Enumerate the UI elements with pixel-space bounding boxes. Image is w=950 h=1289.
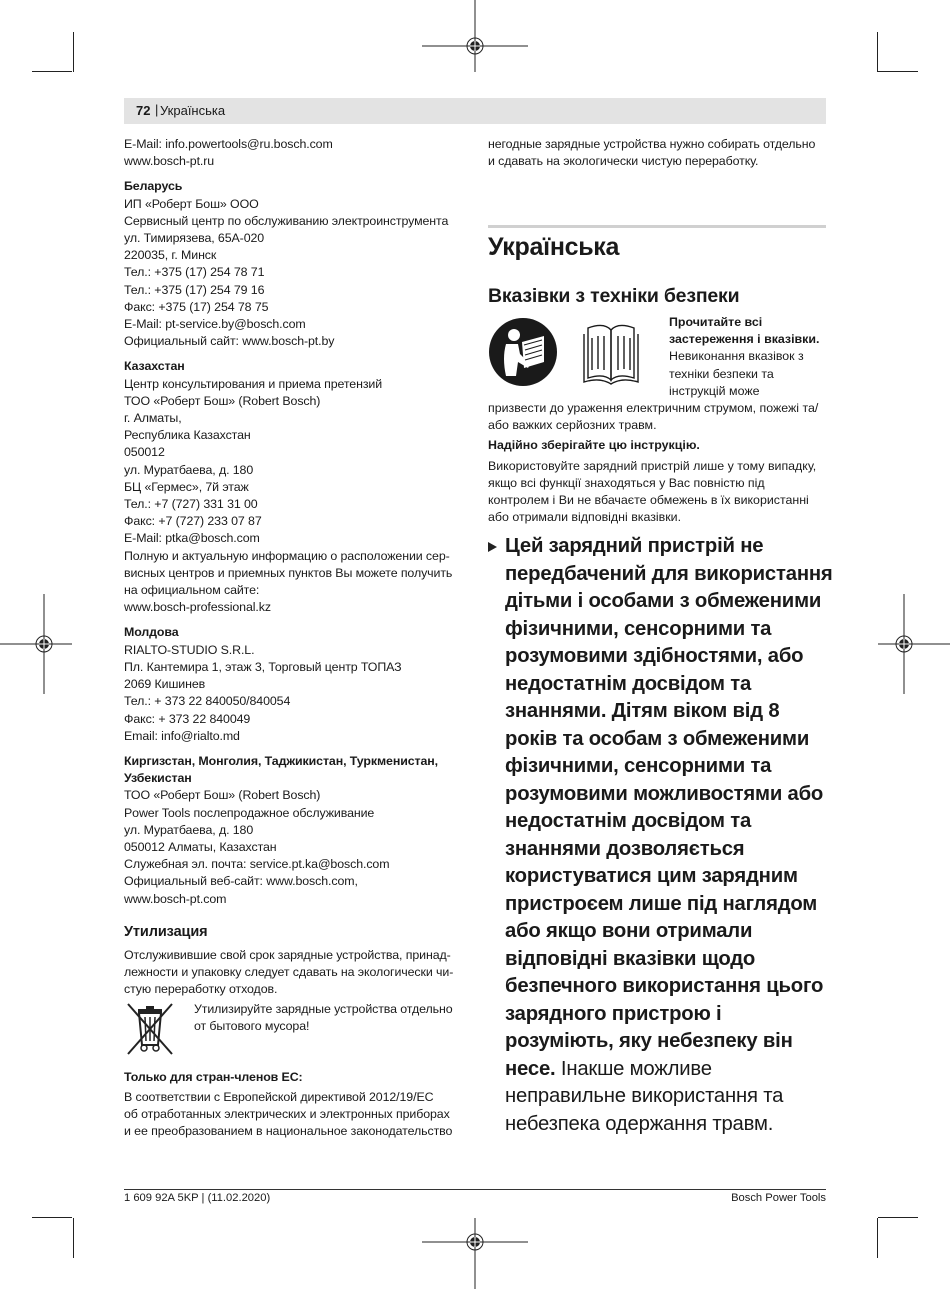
big-warning-mixed-line (488, 1056, 828, 1084)
text-line: www.bosch-professional.kz (124, 600, 271, 615)
text-line: от бытового мусора! (194, 1018, 310, 1033)
big-warning-line: користуватися цим зарядним (505, 865, 798, 887)
crop-mark (878, 1217, 918, 1218)
left-column (124, 136, 464, 1140)
big-warning-line: пристроєем лише під наглядом (505, 892, 818, 915)
right-column-continuation (488, 136, 828, 170)
big-warning-line: фізичними, сенсорними та (505, 617, 772, 640)
big-warning-line: розумовими здібностями, або (505, 645, 804, 667)
section-heading-belarus: Беларусь (124, 179, 183, 194)
open-book-icon (584, 325, 638, 384)
crop-mark (32, 1217, 72, 1218)
big-warning-line: фізичними, сенсорними та (505, 755, 772, 777)
text-line: Республика Казахстан (124, 428, 251, 443)
text-line: Power Tools послепродажное обслуживание (124, 805, 375, 820)
footer-rule (124, 1189, 826, 1190)
section-divider (488, 225, 826, 228)
text-line: призвести до ураження електричним струмом, пожежі та/ (488, 401, 819, 416)
subsection-title: Вказівки з техніки безпеки (488, 285, 740, 307)
text-line: БЦ «Гермес», 7й этаж (124, 479, 249, 494)
warning-bold-line: застереження і вказівки. (669, 332, 820, 347)
text-line: www.bosch-pt.ru (124, 154, 215, 169)
text-line: 2069 Кишинев (124, 677, 206, 692)
text-line: E-Mail: ptka@bosch.com (124, 531, 260, 546)
registration-mark-icon (878, 594, 950, 694)
read-manual-person-icon (489, 318, 557, 386)
page-header (124, 98, 826, 124)
footer-brand: Bosch Power Tools (731, 1192, 826, 1204)
text-line: Тел.: +375 (17) 254 78 71 (124, 265, 265, 280)
text-line: www.bosch-pt.com (124, 891, 227, 906)
text-line: E-Mail: pt-service.by@bosch.com (124, 317, 306, 332)
page-number: 72 (136, 103, 151, 118)
text-line: и ее преобразованием в национальное законодательство (124, 1124, 453, 1139)
big-warning-bold-end: несе. (505, 1057, 556, 1080)
bullet-triangle-icon (488, 542, 497, 552)
warning-bold-line: Прочитайте всі (669, 315, 763, 329)
text-line: ИП «Роберт Бош» ООО (124, 196, 259, 211)
text-line: ТОО «Роберт Бош» (Robert Bosch) (124, 393, 321, 408)
eu-heading: Только для стран-членов ЕС: (124, 1069, 303, 1084)
crop-mark (73, 32, 74, 72)
text-line: ТОО «Роберт Бош» (Robert Bosch) (124, 788, 321, 803)
big-warning-normal-line: небезпека одержання травм. (505, 1112, 774, 1135)
big-warning-line: років та особам з обмеженими (505, 727, 810, 750)
big-warning-line: передбачений для використання (505, 562, 833, 585)
safety-warning-block (488, 314, 828, 526)
text-line: Факс: +375 (17) 254 78 75 (124, 299, 269, 314)
text-line: Полную и актуальную информацию о расположении сер- (124, 548, 450, 563)
text-line: негодные зарядные устройства нужно собирать отдельно (488, 137, 816, 151)
keep-instruction: Надійно зберігайте цю інструкцію. (488, 438, 700, 453)
crop-mark (877, 32, 878, 72)
text-line: Тел.: + 373 22 840050/840054 (124, 694, 291, 709)
section-heading-central-asia: Узбекистан (124, 771, 192, 786)
crop-mark (877, 1218, 878, 1258)
text-line: 050012 Алматы, Казахстан (124, 839, 277, 854)
text-line: Отслуживившие свой срок зарядные устройства, принад- (124, 947, 451, 962)
registration-mark-icon (0, 594, 72, 694)
text-line: або важких серйозних травм. (488, 418, 657, 433)
big-warning-line: Цей зарядний пристрій не (505, 535, 764, 557)
big-warning-normal-start: Інакше можливе (555, 1057, 712, 1080)
big-warning-normal-line: неправильне використання та (505, 1085, 784, 1107)
text-line: інструкцій може (669, 383, 760, 398)
text-line: Официальный веб-сайт: www.bosch.com, (124, 874, 358, 889)
text-line: Служебная эл. почта: service.pt.ka@bosch.com (124, 857, 390, 872)
big-warning-line: відповідні вказівки щодо (505, 947, 756, 970)
big-warning-line: зарядного пристрою і (505, 1002, 722, 1025)
text-line: стую переработку отходов. (124, 982, 278, 997)
text-line: Використовуйте зарядний пристрій лише у тому випадку, (488, 458, 817, 473)
text-line: Невиконання вказівок з (669, 349, 804, 364)
footer-document-id: 1 609 92A 5KP | (11.02.2020) (124, 1192, 271, 1204)
header-language: Українська (160, 103, 226, 118)
section-heading-disposal: Утилизация (124, 923, 208, 940)
text-line: або отримали відповідні вказівки. (488, 510, 682, 525)
big-safety-warning (488, 533, 833, 1138)
text-line: Пл. Кантемира 1, этаж 3, Торговый центр ТОПАЗ (124, 659, 402, 674)
text-line: В соответствии с Европейской директивой 2012/19/ЕС (124, 1089, 434, 1104)
text-line: лежности и упаковку следует сдавать на экологически чи- (124, 965, 454, 980)
section-title: Українська (488, 233, 620, 261)
big-warning-line: недостатнім досвідом та (505, 672, 752, 695)
text-line: Центр консультирования и приема претензий (124, 376, 383, 391)
text-line: г. Алматы, (124, 411, 182, 426)
text-line: Email: info@rialto.md (124, 728, 240, 743)
section-heading-kazakhstan: Казахстан (124, 359, 185, 374)
big-warning-line: дітьми і особами з обмеженими (505, 590, 822, 612)
text-line: RIALTO-STUDIO S.R.L. (124, 642, 255, 657)
crossed-out-wheelie-bin-icon (124, 1001, 176, 1057)
big-warning-line: або якщо вони отримали (505, 920, 753, 942)
text-line: Тел.: +375 (17) 254 79 16 (124, 282, 265, 297)
text-line: на официальном сайте: (124, 583, 260, 598)
section-heading-moldova: Молдова (124, 625, 179, 640)
text-line: Официальный сайт: www.bosch-pt.by (124, 334, 335, 349)
text-line: Утилизируйте зарядные устройства отдельно (194, 1001, 453, 1016)
header-separator: | (155, 102, 159, 117)
text-line: Факс: + 373 22 840049 (124, 711, 251, 726)
big-warning-line: знаннями. Дітям віком від 8 (505, 700, 780, 722)
read-manual-icons (488, 318, 648, 386)
text-line: 220035, г. Минск (124, 248, 217, 263)
crop-mark (878, 71, 918, 72)
big-warning-line: безпечного використання цього (505, 975, 824, 997)
big-warning-line: розуміють, яку небезпеку він (505, 1030, 793, 1052)
big-warning-line: знаннями дозволяється (505, 837, 745, 860)
text-line: Факс: +7 (727) 233 07 87 (124, 514, 262, 529)
big-warning-line: недостатнім досвідом та (505, 810, 752, 832)
text-line: ул. Муратбаева, д. 180 (124, 822, 254, 837)
text-line: висных центров и приемных пунктов Вы можете получить (124, 565, 453, 580)
registration-mark-icon (422, 1218, 528, 1289)
text-line: контролем і Ви не вбачаєте обмежень в їх використанні (488, 493, 809, 508)
text-line: об отработанных электрических и электронных приборах (124, 1106, 450, 1121)
text-line: ул. Муратбаева, д. 180 (124, 462, 254, 477)
text-line: ул. Тимирязева, 65А-020 (124, 231, 265, 246)
text-line: якщо всі функції знаходяться у Вас повністю під (488, 475, 765, 490)
text-line: техніки безпеки та (669, 366, 774, 381)
text-line: 050012 (124, 445, 165, 460)
crop-mark (32, 71, 72, 72)
registration-mark-icon (422, 0, 528, 72)
text-line: Сервисный центр по обслуживанию электроинструмента (124, 213, 449, 228)
big-warning-line: розумовими можливостями або (505, 782, 824, 805)
disposal-notice (124, 1001, 464, 1059)
text-line: E-Mail: info.powertools@ru.bosch.com (124, 137, 333, 151)
crop-mark (73, 1218, 74, 1258)
section-heading-central-asia: Киргизстан, Монголия, Таджикистан, Туркменистан, (124, 753, 439, 768)
text-line: Тел.: +7 (727) 331 31 00 (124, 497, 258, 512)
text-line: и сдавать на экологически чистую переработку. (488, 154, 759, 169)
